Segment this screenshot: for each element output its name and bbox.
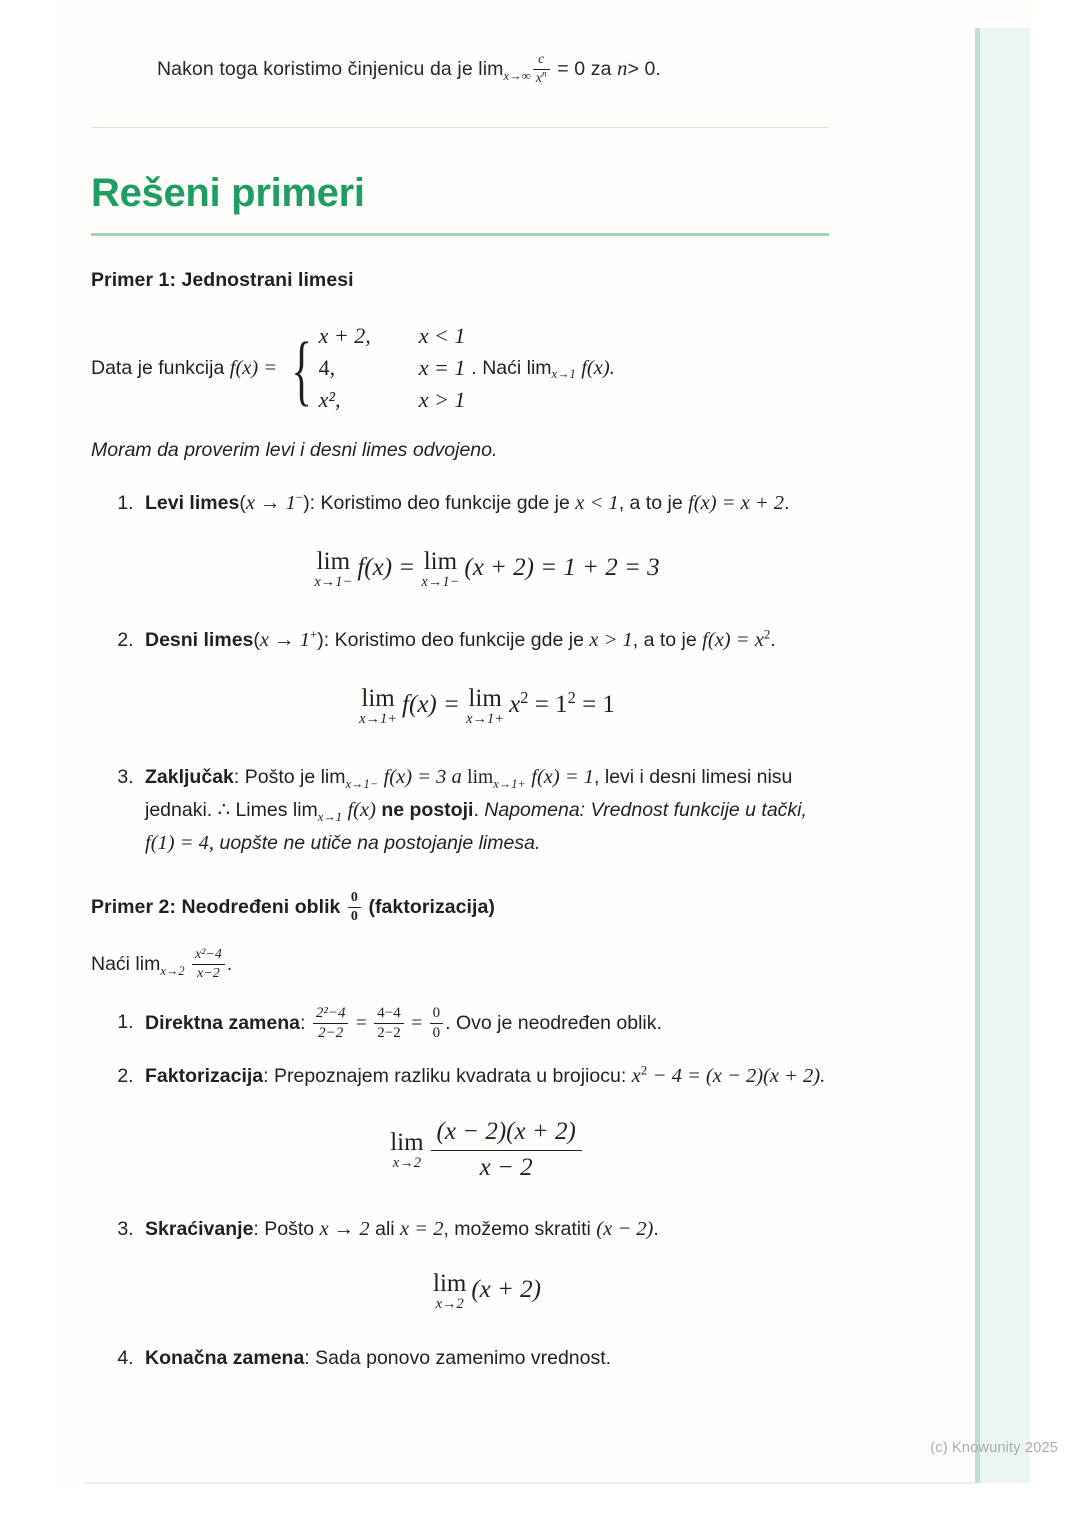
simplified-limit-body: (x + 2): [471, 1275, 541, 1303]
step1-arg: x → 1: [245, 492, 296, 515]
example1-step-2: [139, 624, 829, 727]
step1-arg-close: ):: [303, 492, 316, 515]
step2-text-b: , a to je: [632, 629, 697, 652]
example2-step-2: [139, 1060, 829, 1183]
example1-title: Primer 1: Jednostrani limesi: [91, 269, 354, 292]
copyright-watermark: (c) Knowunity 2025: [930, 1440, 1058, 1456]
step1-arg-open: (: [239, 492, 246, 515]
step3-fn-c: f(x): [347, 799, 376, 822]
step3-text-c: .: [473, 799, 479, 822]
factored-limit-operator: lim x→2: [390, 1128, 424, 1171]
e2-step4-label: Konačna zamena: [145, 1346, 305, 1369]
step3-text-b: , levi i desni limesi nisu jednaki. ∴ Limes lim: [145, 766, 793, 822]
e2-step1-fraction-3: $\frac{0}{0}$: [430, 1005, 444, 1043]
example2-title-frac-num: 0: [348, 890, 361, 908]
example2-step-1: [139, 1005, 829, 1043]
e2-step1-fraction-1: $\frac{\text{2²−4}}{2-2}$: [313, 1005, 349, 1043]
case-expr-3: x²,: [318, 387, 341, 413]
intro-condition-var: n: [617, 57, 628, 80]
right-limit-var-exp: 2: [520, 688, 529, 708]
step2-math-a: x > 1: [589, 629, 633, 652]
e2-step3-math-b: x = 2: [400, 1217, 444, 1240]
example2-step-3: [139, 1213, 829, 1312]
step3-bold-b: ne postoji: [381, 799, 474, 822]
e2-step2-math-rest: − 4 = (x − 2)(x + 2).: [652, 1065, 826, 1088]
example2-statement-fraction: [192, 947, 225, 982]
example2-title-a: Primer 2: Neodređeni oblik: [91, 895, 341, 918]
e2-step2-colon: :: [263, 1065, 269, 1088]
page-bottom-rule: [85, 1482, 975, 1484]
step3-italic-note-a: Napomena: Vrednost funkcije u tački,: [484, 799, 807, 822]
step1-math-b: f(x) = x + 2: [688, 492, 785, 515]
case-expr-1: x + 2,: [318, 323, 371, 349]
example1-step-3: [139, 761, 829, 859]
example2-statement-sub: x→2: [160, 964, 185, 979]
intro-condition-rest: > 0.: [627, 57, 661, 80]
step2-text-a: Koristimo deo funkcije gde je: [334, 629, 584, 652]
right-limit-fn: f(x) =: [402, 691, 460, 719]
step3-label: Zaključak: [145, 766, 234, 789]
e2-step2-label: Faktorizacija: [145, 1065, 264, 1088]
intro-text-before: Nakon toga koristimo činjenicu da je lim: [157, 57, 504, 80]
step1-label: Levi limes: [145, 492, 240, 515]
e2-step3-text-a: Pošto: [264, 1217, 315, 1240]
simplified-limit-equation: [145, 1271, 829, 1312]
right-limit-tail: = 1: [534, 691, 568, 719]
example2-title-frac-den: 0: [350, 909, 358, 925]
e2-step3-label: Skraćivanje: [145, 1217, 254, 1240]
right-limit-var: x: [509, 691, 521, 719]
step3-text-a: : Pošto je lim: [233, 766, 346, 789]
example1-function-label: f(x) =: [229, 357, 278, 380]
document-content: [91, 0, 829, 1374]
intro-paragraph: [91, 0, 829, 87]
example2-statement-frac-num: x²−4: [192, 947, 225, 965]
step3-sub-c: x→1: [317, 810, 343, 825]
right-limit-tail-exp: 2: [567, 688, 576, 708]
right-limit-operator-2: lim x→1+: [466, 685, 505, 728]
step3-sub-b: x→1+: [493, 777, 526, 792]
intro-fraction-denominator: $x^n$: [535, 68, 547, 87]
example2-title-b: (faktorizacija): [368, 895, 495, 918]
factored-fraction: [431, 1118, 582, 1183]
example1-statement: Data je funkcija f(x) = { x + 2, x < 1 4, x = 1 x², x > 1 . Naći lim $_{x\to 1}$ f(x).: [91, 323, 615, 414]
intro-fraction: [533, 52, 550, 87]
step2-label: Desni limes: [145, 629, 254, 652]
example2-step-4: [139, 1342, 829, 1374]
example1-steps: [91, 487, 829, 859]
case-cond-1: x < 1: [418, 323, 466, 349]
page-side-strip-border: [975, 28, 980, 1483]
example1-step-1: [139, 487, 829, 590]
step3-sub-a: x→1−: [345, 777, 379, 792]
step1-text-c: .: [784, 492, 790, 515]
e2-step1-text-after: . Ovo je neodređen oblik.: [445, 1011, 662, 1034]
e2-step1-label: Direktna zamena: [145, 1011, 300, 1034]
intro-lim-subscript: x→∞: [503, 68, 531, 83]
step3-fn-b: f(x) = 1: [531, 766, 595, 789]
example2-title-fraction: [348, 890, 361, 925]
right-limit-equation: [145, 686, 829, 727]
example1-suffix-subscript: x→1: [551, 367, 576, 382]
left-limit-fn: f(x) =: [357, 554, 416, 582]
e2-step2-text-a: Prepoznajem razliku kvadrata u brojiocu:: [273, 1065, 627, 1088]
title-underline: [91, 233, 829, 236]
e2-step1-eq-1: =: [355, 1012, 367, 1034]
piecewise-cases: [319, 323, 466, 413]
step1-math-a: x < 1: [575, 492, 619, 515]
example1-statement-prefix: Data je funkcija: [91, 357, 225, 380]
example2-statement-frac-den: x−2: [197, 966, 220, 982]
example1-note: Moram da proverim levi i desni limes odvojeno.: [91, 439, 498, 462]
example2-statement-b: .: [226, 953, 233, 976]
e2-step4-text-a: Sada ponovo zamenimo vrednost.: [315, 1346, 612, 1369]
step3-lim-b: lim: [467, 767, 494, 789]
e2-step3-math-c: (x − 2): [596, 1217, 654, 1240]
step2-text-c: .: [770, 629, 776, 652]
step3-italic-note-b: uopšte ne utiče na postojanje limesa.: [219, 832, 541, 855]
case-cond-3: x > 1: [418, 387, 466, 413]
left-limit-operator: lim x→1−: [314, 548, 353, 591]
left-limit-result: (x + 2) = 1 + 2 = 3: [464, 554, 660, 582]
intro-fraction-numerator: c: [533, 52, 550, 70]
intro-text-after: = 0 za: [557, 57, 612, 80]
factored-fraction-equation: [145, 1118, 829, 1183]
example2-statement-a: Naći lim: [91, 953, 161, 976]
step3-italic-note-math: f(1) = 4,: [145, 832, 215, 855]
step2-arg-exp: +: [310, 627, 318, 642]
left-limit-equation: [145, 549, 829, 590]
example2-statement: [91, 947, 829, 982]
e2-step3-text-c: , možemo skratiti: [443, 1217, 591, 1240]
e2-step3-math-a: x → 2: [319, 1217, 370, 1240]
example2-steps: [91, 1005, 829, 1374]
step1-text-b: , a to je: [618, 492, 683, 515]
step1-text-a: Koristimo deo funkcije gde je: [320, 492, 570, 515]
right-limit-operator: lim x→1+: [359, 685, 398, 728]
e2-step1-eq-2: =: [411, 1012, 423, 1034]
top-divider: [91, 127, 829, 128]
e2-step3-colon: :: [253, 1217, 259, 1240]
e2-step3-text-b: ali: [375, 1217, 395, 1240]
left-limit-operator-2: lim x→1−: [421, 548, 460, 591]
e2-step3-text-d: .: [653, 1217, 659, 1240]
page-side-strip: [975, 28, 1030, 1483]
e2-step4-colon: :: [304, 1346, 310, 1369]
page-title: Rešeni primeri: [91, 171, 365, 216]
e2-step1-fraction-2: $\frac{4-4}{2-2}$: [374, 1005, 403, 1043]
example1-suffix-fn: f(x).: [581, 357, 615, 380]
factored-fraction-numerator: (x − 2)(x + 2): [431, 1118, 582, 1151]
step2-math-b-exp: 2: [763, 627, 771, 642]
example1-statement-suffix: . Naći lim: [471, 357, 552, 380]
step2-arg: x → 1: [259, 629, 310, 652]
e2-step1-colon: :: [299, 1011, 306, 1034]
step2-arg-close: ):: [317, 629, 330, 652]
step2-math-b: f(x) = x: [702, 629, 764, 652]
case-expr-2: 4,: [318, 355, 336, 381]
simplified-limit-operator: lim x→2: [433, 1269, 467, 1312]
right-limit-tail2: = 1: [582, 691, 615, 719]
example2-title: [91, 890, 829, 925]
step3-fn-a: f(x) = 3 a: [383, 766, 462, 789]
step2-arg-open: (: [253, 629, 260, 652]
case-cond-2: x = 1: [418, 355, 466, 381]
step1-arg-exp: −: [295, 490, 304, 505]
factored-fraction-denominator: x − 2: [479, 1153, 533, 1181]
e2-step2-math-var: x: [631, 1065, 641, 1088]
e2-step2-math-exp: 2: [640, 1063, 648, 1078]
